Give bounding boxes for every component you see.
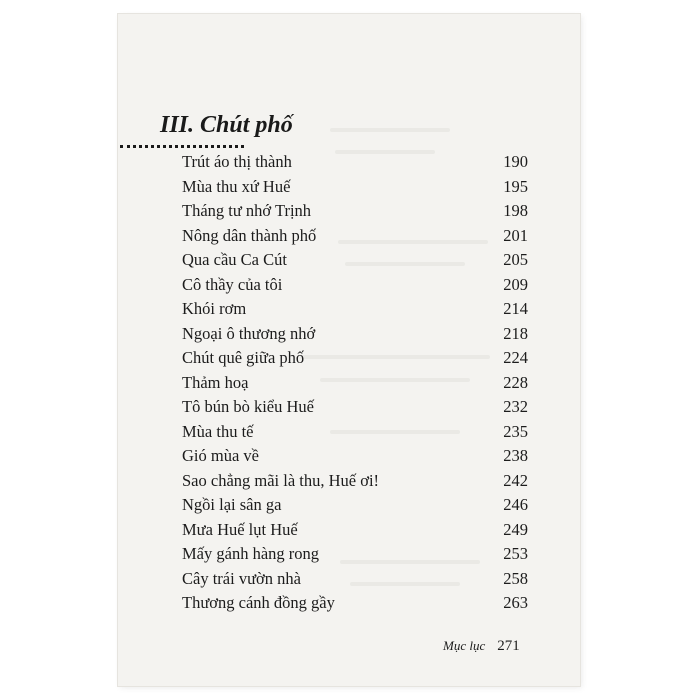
toc-entry [182, 324, 528, 349]
toc-entry-page: 235 [503, 421, 528, 441]
toc-entry-title: Gió mùa về [182, 446, 259, 465]
table-of-contents [182, 152, 528, 618]
toc-entry-page: 249 [503, 519, 528, 539]
toc-entry-title: Sao chẳng mãi là thu, Huế ơi! [182, 470, 380, 490]
toc-entry-page: 253 [503, 544, 528, 563]
toc-entry [182, 226, 528, 251]
toc-entry-title: Tháng tư nhớ Trịnh [182, 201, 312, 220]
toc-entry-page: 228 [503, 372, 528, 392]
toc-entry-page: 201 [503, 225, 528, 245]
toc-entry-page: 258 [503, 568, 528, 588]
bleed-through-mark [330, 128, 450, 132]
section-heading: III. Chút phố [160, 112, 293, 138]
toc-entry-page: 214 [503, 299, 528, 318]
toc-entry-title: Thảm hoạ [182, 372, 249, 392]
footer-label: Mục lục [443, 638, 486, 653]
toc-entry-page: 232 [503, 397, 528, 416]
toc-entry-title: Chút quê giữa phố [182, 348, 305, 367]
toc-entry-title: Mấy gánh hàng rong [182, 544, 320, 563]
toc-entry-page: 190 [503, 152, 528, 171]
toc-entry-title: Trút áo thị thành [182, 152, 292, 171]
toc-entry [182, 177, 528, 202]
toc-entry-page: 198 [503, 201, 528, 220]
toc-entry [182, 397, 528, 422]
toc-entry-title: Mùa thu tế [182, 421, 254, 441]
toc-entry-title: Ngoại ô thương nhớ [182, 323, 316, 343]
toc-entry-page: 263 [503, 593, 528, 612]
toc-entry-page: 246 [503, 495, 528, 514]
toc-entry [182, 544, 528, 569]
toc-entry [182, 422, 528, 447]
toc-entry [182, 299, 528, 324]
toc-entry-title: Ngồi lại sân ga [182, 495, 282, 514]
toc-entry [182, 471, 528, 496]
toc-entry-title: Mùa thu xứ Huế [182, 176, 291, 196]
toc-entry [182, 593, 528, 618]
toc-entry [182, 275, 528, 300]
toc-entry-title: Cô thầy của tôi [182, 274, 283, 294]
toc-entry-page: 224 [503, 348, 528, 367]
toc-entry-page: 242 [503, 470, 528, 490]
toc-entry [182, 348, 528, 373]
toc-entry-page: 209 [503, 274, 528, 294]
toc-entry-title: Mưa Huế lụt Huế [182, 519, 298, 539]
toc-entry [182, 520, 528, 545]
page-footer [443, 637, 520, 655]
toc-entry [182, 373, 528, 398]
toc-entry-page: 238 [503, 446, 528, 465]
toc-entry-title: Thương cánh đồng gầy [182, 593, 335, 612]
toc-entry [182, 495, 528, 520]
toc-entry-title: Nông dân thành phố [182, 225, 317, 245]
toc-entry-title: Tô bún bò kiểu Huế [182, 397, 314, 416]
toc-entry [182, 569, 528, 594]
toc-entry-title: Cây trái vườn nhà [182, 568, 301, 588]
toc-entry-title: Qua cầu Ca Cút [182, 250, 287, 269]
toc-entry [182, 250, 528, 275]
toc-entry-page: 218 [503, 323, 528, 343]
toc-entry [182, 201, 528, 226]
toc-entry-page: 195 [503, 176, 528, 196]
toc-entry [182, 446, 528, 471]
dotted-rule [120, 145, 244, 148]
toc-entry-page: 205 [503, 250, 528, 269]
page-number: 271 [497, 638, 520, 654]
toc-entry [182, 152, 528, 177]
toc-entry-title: Khói rơm [182, 299, 247, 318]
